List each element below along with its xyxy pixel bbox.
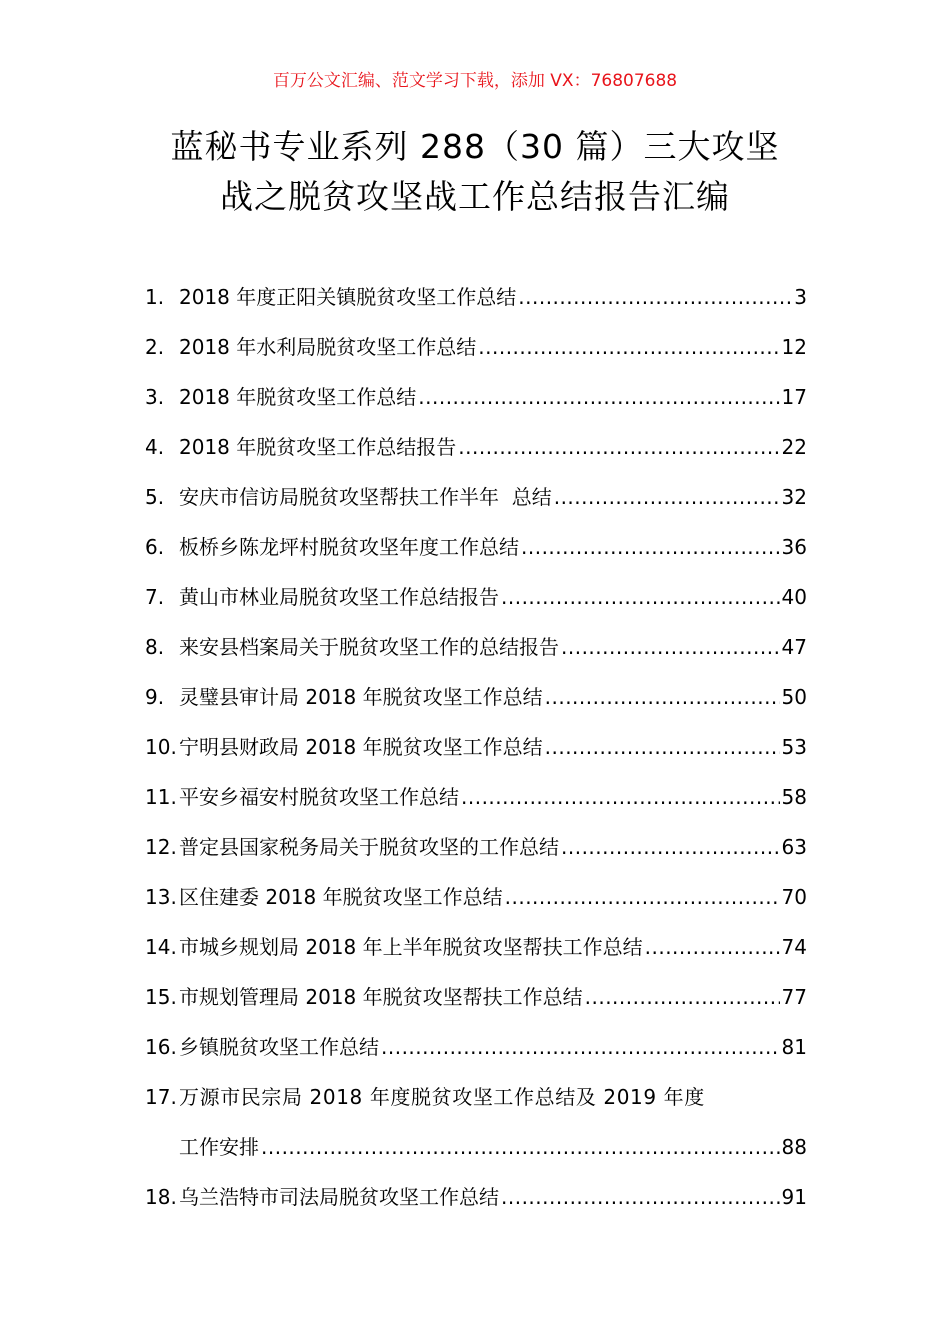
toc-leader-dots bbox=[545, 672, 780, 722]
toc-entry-page: 36 bbox=[781, 535, 807, 559]
toc-leader-dots bbox=[478, 322, 779, 372]
toc-entry-number: 8. bbox=[145, 635, 165, 659]
header-promo: 百万公文汇编、范文学习下载，添加 VX：76807688 bbox=[272, 71, 678, 91]
toc-entry-page: 81 bbox=[781, 1035, 807, 1059]
toc-entry-label: 2018 年脱贫攻坚工作总结报告 bbox=[179, 435, 457, 459]
title-line-1: 蓝秘书专业系列 288（30 篇）三大攻坚 bbox=[170, 127, 780, 166]
toc-leader-dots bbox=[561, 622, 780, 672]
toc-leader-dots bbox=[521, 522, 780, 572]
toc-entry-label: 普定县国家税务局关于脱贫攻坚的工作总结 bbox=[179, 835, 559, 859]
toc-entry-page: 91 bbox=[781, 1185, 807, 1209]
toc-entry[interactable] bbox=[145, 922, 807, 972]
toc-entry-number: 12. bbox=[145, 835, 177, 859]
toc-entry-label: 万源市民宗局 2018 年度脱贫攻坚工作总结及 2019 年度 bbox=[179, 1085, 705, 1109]
toc-entry-number: 10. bbox=[145, 735, 177, 759]
toc-entry-page: 63 bbox=[781, 835, 807, 859]
toc-entry-page: 70 bbox=[781, 885, 807, 909]
toc-entry[interactable] bbox=[145, 722, 807, 772]
toc-entry-page: 74 bbox=[781, 935, 807, 959]
document-title bbox=[120, 122, 830, 222]
toc-leader-dots bbox=[458, 422, 779, 472]
toc-entry-page: 58 bbox=[781, 785, 807, 809]
toc-entry-page: 17 bbox=[781, 385, 807, 409]
toc-leader-dots bbox=[381, 1022, 780, 1072]
toc-entry-page: 77 bbox=[781, 985, 807, 1009]
toc-entry-page: 47 bbox=[781, 635, 807, 659]
toc-entry-page: 12 bbox=[781, 335, 807, 359]
toc-leader-dots bbox=[561, 822, 780, 872]
toc-leader-dots bbox=[261, 1122, 780, 1172]
toc-leader-dots bbox=[645, 922, 780, 972]
toc-entry-page: 53 bbox=[781, 735, 807, 759]
toc-entry-label: 平安乡福安村脱贫攻坚工作总结 bbox=[179, 785, 459, 809]
toc-entry-label: 乌兰浩特市司法局脱贫攻坚工作总结 bbox=[179, 1185, 499, 1209]
toc-entry-label: 市规划管理局 2018 年脱贫攻坚帮扶工作总结 bbox=[179, 985, 583, 1009]
toc-entry-page: 3 bbox=[794, 285, 807, 309]
toc-entry-number: 7. bbox=[145, 585, 165, 609]
toc-entry-number: 4. bbox=[145, 435, 165, 459]
toc-entry-label: 安庆市信访局脱贫攻坚帮扶工作半年 总结 bbox=[179, 485, 552, 509]
toc-entry-number: 1. bbox=[145, 285, 165, 309]
toc-entry-label: 区住建委 2018 年脱贫攻坚工作总结 bbox=[179, 885, 503, 909]
toc-entry[interactable] bbox=[145, 522, 807, 572]
table-of-contents bbox=[145, 272, 807, 1222]
toc-entry-page: 40 bbox=[781, 585, 807, 609]
toc-entry-number: 14. bbox=[145, 935, 177, 959]
toc-leader-dots bbox=[501, 572, 780, 622]
toc-entry-page: 88 bbox=[781, 1135, 807, 1159]
toc-entry[interactable] bbox=[145, 672, 807, 722]
toc-entry-number: 18. bbox=[145, 1185, 177, 1209]
toc-entry[interactable] bbox=[145, 972, 807, 1022]
toc-entry-label: 板桥乡陈龙坪村脱贫攻坚年度工作总结 bbox=[179, 535, 519, 559]
toc-entry[interactable] bbox=[145, 472, 807, 522]
toc-entry-number: 16. bbox=[145, 1035, 177, 1059]
toc-entry[interactable] bbox=[145, 1072, 807, 1172]
toc-entry-number: 9. bbox=[145, 685, 165, 709]
toc-leader-dots bbox=[461, 772, 780, 822]
toc-entry-label-continued: 工作安排 bbox=[179, 1135, 259, 1159]
toc-entry-number: 3. bbox=[145, 385, 165, 409]
toc-entry[interactable] bbox=[145, 422, 807, 472]
toc-entry-label: 2018 年脱贫攻坚工作总结 bbox=[179, 385, 417, 409]
toc-leader-dots bbox=[418, 372, 779, 422]
toc-entry-label: 市城乡规划局 2018 年上半年脱贫攻坚帮扶工作总结 bbox=[179, 935, 643, 959]
toc-leader-dots bbox=[501, 1172, 780, 1222]
toc-entry[interactable] bbox=[145, 822, 807, 872]
toc-entry-number: 6. bbox=[145, 535, 165, 559]
toc-entry-label: 黄山市林业局脱贫攻坚工作总结报告 bbox=[179, 585, 499, 609]
toc-entry-label: 来安县档案局关于脱贫攻坚工作的总结报告 bbox=[179, 635, 559, 659]
toc-leader-dots bbox=[545, 722, 780, 772]
toc-entry[interactable] bbox=[145, 572, 807, 622]
toc-entry-number: 2. bbox=[145, 335, 165, 359]
toc-entry[interactable] bbox=[145, 1172, 807, 1222]
toc-entry-number: 11. bbox=[145, 785, 177, 809]
title-line-2: 战之脱贫攻坚战工作总结报告汇编 bbox=[220, 177, 730, 216]
toc-leader-dots bbox=[518, 272, 792, 322]
toc-entry-page: 32 bbox=[781, 485, 807, 509]
toc-entry-label: 2018 年度正阳关镇脱贫攻坚工作总结 bbox=[179, 285, 517, 309]
toc-entry-number: 13. bbox=[145, 885, 177, 909]
toc-entry[interactable] bbox=[145, 872, 807, 922]
toc-leader-dots bbox=[554, 472, 780, 522]
toc-entry-label: 2018 年水利局脱贫攻坚工作总结 bbox=[179, 335, 477, 359]
toc-entry-page: 22 bbox=[781, 435, 807, 459]
toc-entry-page: 50 bbox=[781, 685, 807, 709]
toc-entry-label: 灵璧县审计局 2018 年脱贫攻坚工作总结 bbox=[179, 685, 543, 709]
toc-entry-label: 乡镇脱贫攻坚工作总结 bbox=[179, 1035, 379, 1059]
toc-leader-dots bbox=[585, 972, 780, 1022]
toc-entry-number: 17. bbox=[145, 1085, 177, 1109]
toc-entry[interactable] bbox=[145, 622, 807, 672]
toc-entry[interactable] bbox=[145, 322, 807, 372]
toc-entry[interactable] bbox=[145, 1022, 807, 1072]
toc-entry-number: 5. bbox=[145, 485, 165, 509]
toc-entry-label: 宁明县财政局 2018 年脱贫攻坚工作总结 bbox=[179, 735, 543, 759]
toc-entry[interactable] bbox=[145, 272, 807, 322]
toc-entry[interactable] bbox=[145, 372, 807, 422]
toc-leader-dots bbox=[505, 872, 780, 922]
toc-entry[interactable] bbox=[145, 772, 807, 822]
toc-entry-number: 15. bbox=[145, 985, 177, 1009]
